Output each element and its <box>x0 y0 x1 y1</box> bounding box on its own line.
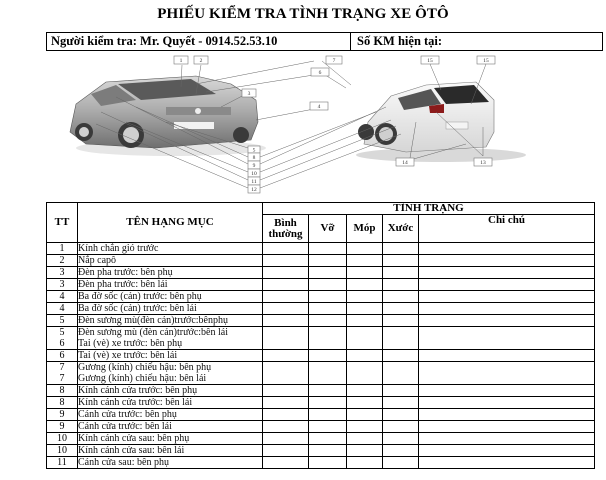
header-note: Chi chú <box>419 215 595 243</box>
dent-cell[interactable] <box>347 362 383 385</box>
table-row <box>47 291 595 303</box>
scratch-cell[interactable] <box>383 267 419 279</box>
broken-cell[interactable] <box>309 397 347 409</box>
label-box-1 <box>174 56 188 64</box>
label-box-12 <box>248 185 260 193</box>
scratch-cell[interactable] <box>383 397 419 409</box>
broken-cell[interactable] <box>309 409 347 421</box>
note-cell[interactable] <box>419 255 595 267</box>
normal-cell[interactable] <box>263 350 309 362</box>
broken-cell[interactable] <box>309 315 347 327</box>
item-name: Gương (kính) chiếu hậu: bên phụ Gương (kính) chiếu hậu: bên lái <box>78 362 263 385</box>
svg-text:6: 6 <box>318 70 322 76</box>
item-name: Đèn sương mù(đèn cản)trước:bênphụ <box>78 315 263 327</box>
svg-text:9: 9 <box>252 163 256 169</box>
broken-cell[interactable] <box>309 433 347 445</box>
table-row <box>47 243 595 255</box>
svg-text:4: 4 <box>317 104 321 110</box>
dent-cell[interactable] <box>347 303 383 315</box>
table-row <box>47 279 595 291</box>
item-name: Cánh cửa trước: bên lái <box>78 421 263 433</box>
table-row <box>47 445 595 457</box>
scratch-cell[interactable] <box>383 362 419 385</box>
normal-cell[interactable] <box>263 267 309 279</box>
svg-text:1: 1 <box>179 58 183 64</box>
row-number: 1 <box>47 243 78 255</box>
item-name: Kính cánh cửa sau: bên phụ <box>78 433 263 445</box>
note-cell[interactable] <box>419 350 595 362</box>
label-box-13 <box>474 158 492 166</box>
broken-cell[interactable] <box>309 421 347 433</box>
header-normal: Bình thường <box>263 215 309 243</box>
item-name: Cánh cửa sau: bên phụ <box>78 457 263 469</box>
label-box-7 <box>326 56 342 64</box>
item-name: Kính cánh cửa trước: bên lái <box>78 397 263 409</box>
row-number: 6 <box>47 350 78 362</box>
normal-cell[interactable] <box>263 255 309 267</box>
dent-cell[interactable] <box>347 279 383 291</box>
svg-text:8: 8 <box>252 155 256 161</box>
header-broken: Vỡ <box>309 215 347 243</box>
dent-cell[interactable] <box>347 315 383 327</box>
scratch-cell[interactable] <box>383 457 419 469</box>
table-row <box>47 303 595 315</box>
item-name: Kính chắn gió trước <box>78 243 263 255</box>
scratch-cell[interactable] <box>383 303 419 315</box>
note-cell[interactable] <box>419 385 595 397</box>
table-row <box>47 421 595 433</box>
note-cell[interactable] <box>419 397 595 409</box>
broken-cell[interactable] <box>309 303 347 315</box>
dent-cell[interactable] <box>347 385 383 397</box>
note-cell[interactable] <box>419 409 595 421</box>
item-name: Đèn sương mù (đèn cản)trước:bên lái Tai (vè) xe trước: bên phụ <box>78 327 263 350</box>
header-status-group: TÌNH TRẠNG <box>263 203 595 215</box>
note-cell[interactable] <box>419 362 595 385</box>
note-cell[interactable] <box>419 457 595 469</box>
broken-cell[interactable] <box>309 279 347 291</box>
row-number: 10 <box>47 445 78 457</box>
item-name: Ba đờ sốc (cản) trước: bên lái <box>78 303 263 315</box>
scratch-cell[interactable] <box>383 433 419 445</box>
label-box-15b <box>477 56 495 64</box>
broken-cell[interactable] <box>309 385 347 397</box>
item-name: Tai (vè) xe trước: bên lái <box>78 350 263 362</box>
note-cell[interactable] <box>419 291 595 303</box>
normal-cell[interactable] <box>263 291 309 303</box>
scratch-cell[interactable] <box>383 315 419 327</box>
broken-cell[interactable] <box>309 267 347 279</box>
header-tt: TT <box>47 203 78 243</box>
label-box-14 <box>396 158 414 166</box>
row-number: 8 <box>47 397 78 409</box>
row-number: 3 <box>47 279 78 291</box>
table-row <box>47 433 595 445</box>
scratch-cell[interactable] <box>383 255 419 267</box>
table-row <box>47 362 595 385</box>
scratch-cell[interactable] <box>383 445 419 457</box>
label-box-2 <box>194 56 208 64</box>
dent-cell[interactable] <box>347 327 383 350</box>
scratch-cell[interactable] <box>383 421 419 433</box>
row-number: 5 6 <box>47 327 78 350</box>
table-row <box>47 267 595 279</box>
front-car-image <box>70 76 266 156</box>
svg-text:7: 7 <box>332 58 336 64</box>
scratch-cell[interactable] <box>383 385 419 397</box>
header-dent: Móp <box>347 215 383 243</box>
label-box-10 <box>248 169 260 177</box>
label-box-5 <box>248 146 260 154</box>
row-number: 10 <box>47 433 78 445</box>
item-name: Cánh cửa trước: bên phụ <box>78 409 263 421</box>
note-cell[interactable] <box>419 303 595 315</box>
note-cell[interactable] <box>419 327 595 350</box>
dent-cell[interactable] <box>347 267 383 279</box>
table-row <box>47 385 595 397</box>
label-box-15a <box>421 56 439 64</box>
broken-cell[interactable] <box>309 255 347 267</box>
dent-cell[interactable] <box>347 255 383 267</box>
normal-cell[interactable] <box>263 362 309 385</box>
label-box-9 <box>248 161 260 169</box>
svg-text:5: 5 <box>252 147 256 154</box>
item-name: Kính cánh cửa sau: bên lái <box>78 445 263 457</box>
table-row <box>47 397 595 409</box>
row-number: 5 <box>47 315 78 327</box>
svg-text:11: 11 <box>251 179 257 185</box>
scratch-cell[interactable] <box>383 243 419 255</box>
normal-cell[interactable] <box>263 327 309 350</box>
table-row <box>47 409 595 421</box>
label-box-4 <box>310 102 328 110</box>
item-name: Đèn pha trước: bên phụ <box>78 267 263 279</box>
svg-text:3: 3 <box>247 91 251 97</box>
dent-cell[interactable] <box>347 291 383 303</box>
row-number: 4 <box>47 291 78 303</box>
label-box-11 <box>248 177 260 185</box>
note-cell[interactable] <box>419 279 595 291</box>
normal-cell[interactable] <box>263 279 309 291</box>
dent-cell[interactable] <box>347 243 383 255</box>
svg-text:10: 10 <box>251 171 257 177</box>
row-number: 8 <box>47 385 78 397</box>
svg-text:15: 15 <box>483 58 489 64</box>
note-cell[interactable] <box>419 243 595 255</box>
normal-cell[interactable] <box>263 397 309 409</box>
note-cell[interactable] <box>419 445 595 457</box>
broken-cell[interactable] <box>309 350 347 362</box>
rear-car-image <box>356 82 526 162</box>
table-row <box>47 350 595 362</box>
scratch-cell[interactable] <box>383 350 419 362</box>
table-row <box>47 327 595 350</box>
note-cell[interactable] <box>419 433 595 445</box>
header-scratch: Xước <box>383 215 419 243</box>
info-bar <box>46 32 603 51</box>
normal-cell[interactable] <box>263 243 309 255</box>
dent-cell[interactable] <box>347 457 383 469</box>
scratch-cell[interactable] <box>383 291 419 303</box>
dent-cell[interactable] <box>347 409 383 421</box>
broken-cell[interactable] <box>309 243 347 255</box>
label-box-3 <box>242 89 256 97</box>
item-name: Nắp capô <box>78 255 263 267</box>
dent-cell[interactable] <box>347 433 383 445</box>
normal-cell[interactable] <box>263 457 309 469</box>
normal-cell[interactable] <box>263 433 309 445</box>
dent-cell[interactable] <box>347 350 383 362</box>
form-title: PHIẾU KIỂM TRA TÌNH TRẠNG XE ÔTÔ <box>157 6 449 22</box>
table-row <box>47 255 595 267</box>
car-diagram <box>46 52 603 198</box>
normal-cell[interactable] <box>263 409 309 421</box>
label-box-8 <box>248 153 260 161</box>
item-name: Ba đờ sốc (cản) trước: bên phụ <box>78 291 263 303</box>
broken-cell[interactable] <box>309 327 347 350</box>
row-number: 11 <box>47 457 78 469</box>
dent-cell[interactable] <box>347 397 383 409</box>
row-number: 3 <box>47 267 78 279</box>
svg-text:15: 15 <box>427 58 433 64</box>
dent-cell[interactable] <box>347 421 383 433</box>
table-row <box>47 457 595 469</box>
scratch-cell[interactable] <box>383 327 419 350</box>
item-name: Kính cánh cửa trước: bên phụ <box>78 385 263 397</box>
svg-text:12: 12 <box>251 187 257 193</box>
broken-cell[interactable] <box>309 291 347 303</box>
normal-cell[interactable] <box>263 445 309 457</box>
header-item-name: TÊN HẠNG MỤC <box>78 203 263 243</box>
scratch-cell[interactable] <box>383 279 419 291</box>
svg-text:2: 2 <box>199 58 203 64</box>
normal-cell[interactable] <box>263 315 309 327</box>
row-number: 7 7 <box>47 362 78 385</box>
normal-cell[interactable] <box>263 385 309 397</box>
broken-cell[interactable] <box>309 445 347 457</box>
row-number: 9 <box>47 409 78 421</box>
row-number: 9 <box>47 421 78 433</box>
dent-cell[interactable] <box>347 445 383 457</box>
note-cell[interactable] <box>419 315 595 327</box>
odometer-field[interactable]: Số KM hiện tại: <box>357 34 443 48</box>
scratch-cell[interactable] <box>383 409 419 421</box>
row-number: 4 <box>47 303 78 315</box>
item-name: Đèn pha trước: bên lái <box>78 279 263 291</box>
broken-cell[interactable] <box>309 457 347 469</box>
table-row <box>47 315 595 327</box>
normal-cell[interactable] <box>263 303 309 315</box>
inspection-table <box>46 202 595 469</box>
svg-text:14: 14 <box>402 160 408 166</box>
note-cell[interactable] <box>419 421 595 433</box>
inspector-field: Người kiểm tra: Mr. Quyết - 0914.52.53.10 <box>47 33 351 50</box>
note-cell[interactable] <box>419 267 595 279</box>
normal-cell[interactable] <box>263 421 309 433</box>
row-number: 2 <box>47 255 78 267</box>
svg-text:13: 13 <box>480 160 486 166</box>
broken-cell[interactable] <box>309 362 347 385</box>
label-box-6 <box>311 68 329 76</box>
